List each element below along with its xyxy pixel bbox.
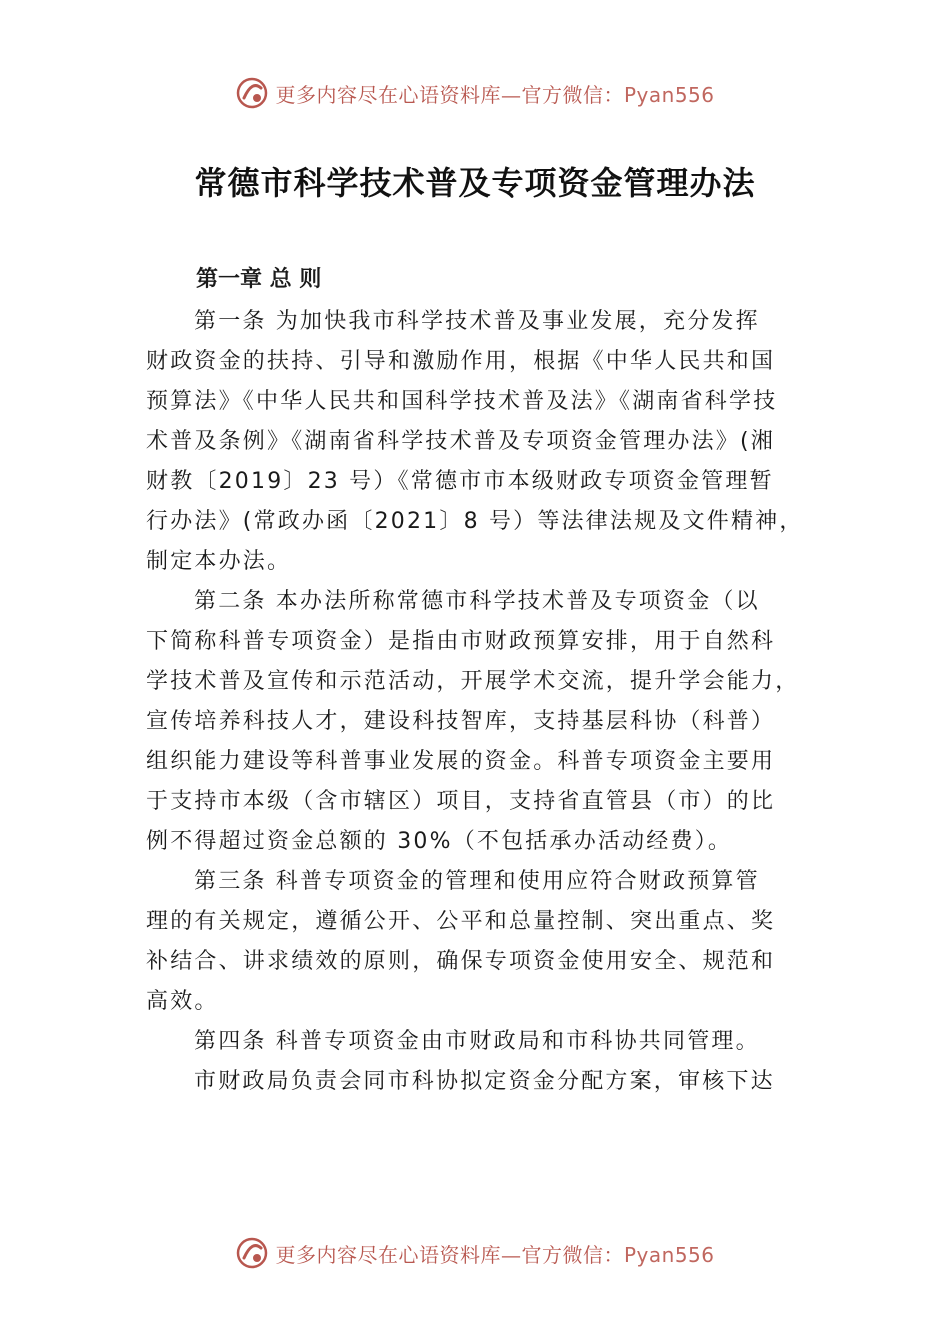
text-line: 高效。 (146, 989, 219, 1014)
text-line: 市财政局负责会同市科协拟定资金分配方案，审核下达 (194, 1069, 775, 1094)
banner-wechat-id: Pyan556 (623, 82, 715, 107)
text-line: 制定本办法。 (146, 549, 292, 574)
document-title: 常德市科学技术普及专项资金管理办法 (194, 164, 756, 202)
text-line: 理的有关规定，遵循公开、公平和总量控制、突出重点、奖 (146, 909, 776, 934)
text-line: 组织能力建设等科普事业发展的资金。科普专项资金主要用 (146, 749, 776, 774)
text-line: 学技术普及宣传和示范活动，开展学术交流，提升学会能力， (146, 669, 800, 694)
chapter-heading: 第一章 总 则 (196, 267, 322, 292)
banner-slogan: 更多内容尽在心语资料库 (275, 82, 501, 107)
banner-dash: — (500, 82, 522, 107)
banner-dash: — (500, 1242, 522, 1267)
footer-banner (0, 1233, 950, 1273)
text-line: 行办法》(常政办函〔2021〕8 号）等法律法规及文件精神， (146, 509, 804, 534)
header-banner (0, 73, 950, 113)
banner-wechat-id: Pyan556 (623, 1242, 715, 1267)
document-body (146, 302, 806, 1102)
text-line: 补结合、讲求绩效的原则，确保专项资金使用安全、规范和 (146, 949, 776, 974)
banner-slogan: 更多内容尽在心语资料库 (275, 1242, 501, 1267)
text-line: 下简称科普专项资金）是指由市财政预算安排，用于自然科 (146, 629, 776, 654)
text-line: 第三条 科普专项资金的管理和使用应符合财政预算管 (194, 869, 760, 894)
banner-text (275, 1239, 714, 1268)
text-line: 第二条 本办法所称常德市科学技术普及专项资金（以 (194, 589, 760, 614)
logo-icon (235, 76, 269, 110)
text-line: 第四条 科普专项资金由市财政局和市科协共同管理。 (194, 1029, 760, 1054)
banner-suffix: 官方微信： (521, 1242, 624, 1267)
text-line: 宣传培养科技人才，建设科技智库，支持基层科协（科普） (146, 709, 776, 734)
text-line: 于支持市本级（含市辖区）项目，支持省直管县（市）的比 (146, 789, 776, 814)
banner-text (275, 79, 714, 108)
logo-icon (235, 1236, 269, 1270)
text-line: 例不得超过资金总额的 30%（不包括承办活动经费）。 (146, 829, 733, 854)
text-line: 术普及条例》《湖南省科学技术普及专项资金管理办法》(湘 (146, 429, 775, 454)
text-line: 第一条 为加快我市科学技术普及事业发展，充分发挥 (194, 309, 760, 334)
text-line: 财教〔2019〕23 号）《常德市市本级财政专项资金管理暂 (146, 469, 774, 494)
text-line: 预算法》《中华人民共和国科学技术普及法》《湖南省科学技 (146, 389, 778, 414)
text-line: 财政资金的扶持、引导和激励作用，根据《中华人民共和国 (146, 349, 776, 374)
banner-suffix: 官方微信： (521, 82, 624, 107)
